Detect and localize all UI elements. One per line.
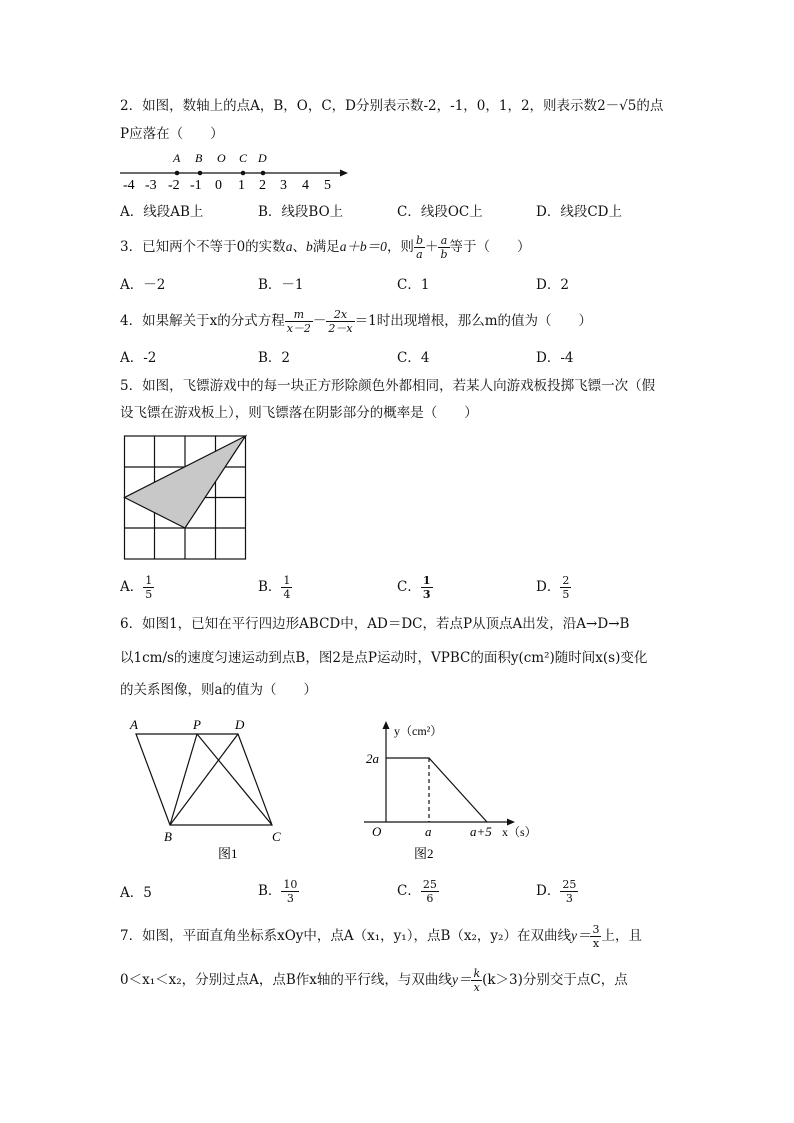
- tick-label: 0: [215, 178, 222, 192]
- tick-label: -2: [168, 178, 180, 192]
- tick-label: 1: [238, 178, 245, 192]
- x-tick-a-plus-5: a+5: [470, 824, 492, 839]
- q5-option-c: C． $\frac{1}{3}$: [397, 574, 431, 601]
- q5-option-d: D． $\frac{2}{5}$: [536, 574, 570, 601]
- tick-label: -3: [145, 178, 157, 192]
- q3-option-d: D．2: [536, 277, 569, 293]
- q6-option-c: C． $\frac{25}{6}$: [397, 878, 437, 905]
- y-axis-label: y（cm²）: [394, 724, 443, 738]
- point-d: [261, 171, 266, 176]
- parallelogram-figure-1: [122, 712, 292, 862]
- area-time-graph-figure-2: [362, 718, 542, 864]
- tick-label: 4: [302, 178, 309, 192]
- q2-option-b: B．线段BO上: [258, 204, 344, 220]
- vertex-label-c: C: [272, 829, 281, 844]
- axis-label-c: C: [239, 151, 248, 165]
- fraction-m-over-x-2: $\frac{m}{x-2}$: [286, 308, 311, 335]
- number-line-figure: [118, 148, 358, 192]
- fraction-a-over-b: $\frac{a}{b}$: [440, 234, 448, 261]
- fraction-2x-over-2-x: $\frac{2x}{2-x}$: [328, 308, 353, 335]
- q2-option-d: D．线段CD上: [536, 204, 622, 220]
- vertex-label-d: D: [235, 717, 245, 732]
- q7-line2: 0＜x₁＜x₂，分别过点A，点B作x轴的平行线，与双曲线y＝ $\frac{k}{x}$ (k＞3)分别交于点C，点: [120, 967, 628, 994]
- q4-stem: 4．如果解关于x的分式方程 $\frac{m}{x-2}$ － $\frac{2x}{2-x}$ ＝1时出现增根，那么m的值为（ ）: [120, 308, 593, 335]
- q2-line1: 2．如图，数轴上的点A，B，O，C，D分别表示数-2，-1，0，1，2，则表示数2－√5的点: [120, 98, 664, 114]
- axis-label-a: A: [173, 151, 181, 165]
- axis-label-o: O: [217, 151, 226, 165]
- q3-option-b: B．－1: [258, 277, 304, 293]
- dartboard-grid-figure: [123, 434, 249, 562]
- q6-option-a: A．5: [120, 885, 152, 901]
- q2-option-a: A．线段AB上: [120, 204, 204, 220]
- vertex-label-b: B: [164, 829, 172, 844]
- figure-2-caption: 图2: [414, 846, 434, 861]
- q6-line3: 的关系图像，则a的值为（ ）: [120, 682, 318, 698]
- point-a: [175, 171, 180, 176]
- figure-1-caption: 图1: [218, 846, 238, 861]
- fraction-k-over-x: $\frac{k}{x}$: [473, 967, 481, 994]
- q2-line2: P应落在（ ）: [120, 126, 224, 142]
- q7-line1: 7．如图，平面直角坐标系xOy中，点A（x₁，y₁），点B（x₂，y₂）在双曲线y＝ $\frac{3}{x}$ 上，且: [120, 923, 642, 950]
- vertex-label-a: A: [130, 717, 138, 732]
- tick-label: -4: [123, 178, 135, 192]
- y-tick-2a: 2a: [366, 751, 379, 766]
- q6-line2: 以1cm/s的速度匀速运动到点B，图2是点P运动时，VPBC的面积y(cm²)随时间x(s)变化: [120, 650, 648, 666]
- axis-label-b: B: [195, 151, 203, 165]
- x-tick-a: a: [425, 824, 432, 839]
- q5-line1: 5．如图，飞镖游戏中的每一块正方形除颜色外都相同，若某人向游戏板投掷飞镖一次（假: [120, 378, 656, 394]
- q4-option-b: B．2: [258, 350, 291, 366]
- axis-label-d: D: [258, 151, 267, 165]
- q6-line1: 6．如图1，已知在平行四边形ABCD中，AD＝DC，若点P从顶点A出发，沿A→D→B: [120, 616, 630, 632]
- tick-label: 2: [259, 178, 266, 192]
- point-label-p: P: [193, 717, 201, 732]
- q5-line2: 设飞镖在游戏板上），则飞镖落在阴影部分的概率是（ ）: [120, 405, 478, 421]
- q5-option-b: B． $\frac{1}{4}$: [258, 574, 291, 601]
- q4-option-d: D．-4: [536, 350, 574, 366]
- q5-option-a: A． $\frac{1}{5}$: [120, 574, 153, 601]
- q3-option-c: C．1: [397, 277, 430, 293]
- tick-label: 3: [280, 178, 287, 192]
- tick-label: -1: [190, 178, 202, 192]
- x-axis-label: x（s）: [502, 825, 537, 839]
- fraction-3-over-x: $\frac{3}{x}$: [592, 923, 600, 950]
- q3-stem: 3．已知两个不等于0的实数a、b满足a＋b＝0，则 $\frac{b}{a}$ ＋ $\frac{a}{b}$ 等于（ ）: [120, 234, 531, 261]
- q3-option-a: A．－2: [120, 277, 166, 293]
- tick-label: 5: [324, 178, 331, 192]
- q6-option-b: B． $\frac{10}{3}$: [258, 878, 298, 905]
- origin-label: O: [372, 824, 382, 839]
- point-b: [198, 171, 203, 176]
- q2-option-c: C．线段OC上: [397, 204, 483, 220]
- q4-option-c: C．4: [397, 350, 430, 366]
- q4-option-a: A．-2: [120, 350, 157, 366]
- point-c: [241, 171, 246, 176]
- q6-option-d: D． $\frac{25}{3}$: [536, 878, 577, 905]
- fraction-b-over-a: $\frac{b}{a}$: [415, 234, 423, 261]
